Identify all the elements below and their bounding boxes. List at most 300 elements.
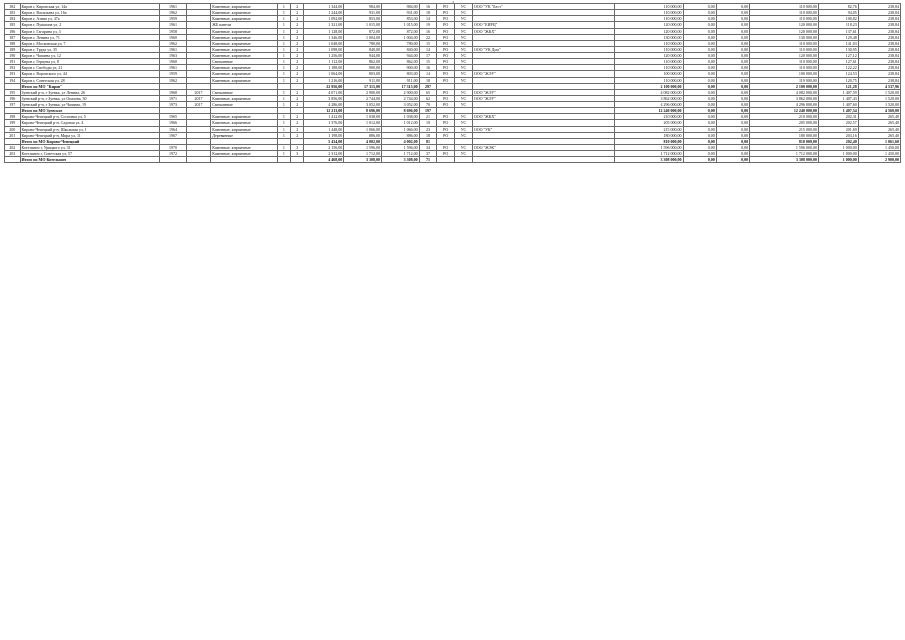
table-cell: 2 900,00: [858, 157, 900, 163]
table-cell: 4 071,00: [304, 89, 344, 95]
table-cell: 0,00: [683, 157, 716, 163]
table-cell: 130 000,00: [750, 34, 819, 40]
table-cell: 1 448,00: [304, 126, 344, 132]
table-cell: 196: [5, 95, 21, 101]
table-cell: 0,00: [716, 144, 749, 150]
table-cell: Каменные, кирпичные: [211, 144, 278, 150]
table-cell: 16: [419, 4, 437, 10]
table-cell: 110 000,00: [750, 4, 819, 10]
table-cell: 911,00: [381, 77, 419, 83]
table-cell: 205 000,00: [750, 120, 819, 126]
table-cell: Итого по МО Котельнич: [20, 157, 160, 163]
table-cell: УС: [455, 126, 473, 132]
table-cell: 0,00: [716, 46, 749, 52]
table-cell: 2017: [186, 102, 210, 108]
table-cell: УС: [455, 151, 473, 157]
table-cell: УС: [455, 114, 473, 120]
table-cell: 14: [419, 71, 437, 77]
table-cell: [211, 157, 278, 163]
table-cell: Киров г, Герцена ул, 8: [20, 59, 160, 65]
table-cell: 0,00: [683, 71, 716, 77]
table-cell: 1: [277, 132, 290, 138]
table-cell: [160, 157, 187, 163]
table-cell: 62: [419, 95, 437, 101]
table-cell: 18: [419, 77, 437, 83]
table-cell: 1: [277, 34, 290, 40]
table-cell: 1961: [160, 4, 187, 10]
table-cell: 1: [277, 28, 290, 34]
table-cell: ООО "ЕИРЦ": [472, 22, 614, 28]
table-cell: 0,00: [716, 53, 749, 59]
table-cell: УС: [455, 89, 473, 95]
table-cell: Итого по МО Зуевское: [20, 108, 160, 114]
table-cell: 120,75: [818, 77, 858, 83]
table-cell: 4 296 000,00: [750, 102, 819, 108]
table-cell: 182: [5, 4, 21, 10]
table-cell: 2 744,00: [344, 95, 382, 101]
table-cell: 110 000,00: [750, 77, 819, 83]
table-cell: 1: [277, 16, 290, 22]
table-cell: 19: [419, 120, 437, 126]
table-cell: 3: [291, 144, 304, 150]
table-cell: 110 000,00: [614, 40, 683, 46]
table-cell: 4 537,96: [858, 83, 900, 89]
table-cell: РО: [437, 59, 455, 65]
table-cell: 3 052,00: [344, 102, 382, 108]
table-cell: 0,00: [683, 46, 716, 52]
table-cell: Каменные, кирпичные: [211, 120, 278, 126]
table-cell: 100 000,00: [750, 71, 819, 77]
table-cell: 180 000,00: [750, 132, 819, 138]
table-cell: 2: [291, 126, 304, 132]
table-cell: 4 082 000,00: [750, 89, 819, 95]
table-cell: 1: [277, 10, 290, 16]
table-cell: 1: [277, 46, 290, 52]
table-cell: 1 188,00: [304, 65, 344, 71]
table-cell: 1 004,00: [344, 34, 382, 40]
table-cell: 840,00: [381, 46, 419, 52]
table-cell: Киров г, Кировская ул, 14а: [20, 4, 160, 10]
table-cell: УС: [455, 77, 473, 83]
table-cell: 0,00: [716, 77, 749, 83]
table-cell: 265,40: [858, 114, 900, 120]
table-cell: 16: [419, 65, 437, 71]
table-cell: 2 900,00: [344, 89, 382, 95]
table-cell: 180 000,00: [614, 132, 683, 138]
table-cell: 184: [5, 16, 21, 22]
table-cell: 1 012,00: [381, 120, 419, 126]
table-cell: 34: [419, 144, 437, 150]
table-cell: Киров г, Советская ул, 28: [20, 77, 160, 83]
table-cell: 15: [419, 40, 437, 46]
table-cell: 2: [291, 4, 304, 10]
table-cell: Кирово-Чепецкий р-н, Школьная ул, 1: [20, 126, 160, 132]
table-cell: 194: [5, 77, 21, 83]
table-cell: 0,00: [716, 71, 749, 77]
table-cell: 110 000,00: [614, 59, 683, 65]
table-cell: ЖБ панели: [211, 22, 278, 28]
table-cell: 12 240 000,00: [614, 108, 683, 114]
table-cell: [277, 157, 290, 163]
table-cell: 0,00: [683, 138, 716, 144]
table-cell: 5 434,00: [304, 138, 344, 144]
table-cell: 944,00: [381, 53, 419, 59]
table-cell: 0,00: [683, 53, 716, 59]
table-cell: Киров г, Гагарина ул, 3: [20, 28, 160, 34]
table-cell: 2017: [186, 95, 210, 101]
table-cell: УС: [455, 120, 473, 126]
table-cell: Каменные, кирпичные: [211, 10, 278, 16]
table-cell: 1 376,00: [304, 120, 344, 126]
table-cell: РО: [437, 151, 455, 157]
table-cell: 4 002,00: [344, 138, 382, 144]
table-cell: 2: [291, 22, 304, 28]
table-cell: 0,00: [716, 89, 749, 95]
table-cell: 1972: [160, 151, 187, 157]
table-cell: 1 596,00: [381, 144, 419, 150]
table-cell: Каменные, кирпичные: [211, 46, 278, 52]
table-cell: РО: [437, 10, 455, 16]
table-cell: 0,00: [716, 22, 749, 28]
table-cell: 2: [291, 114, 304, 120]
table-cell: 2: [291, 40, 304, 46]
table-cell: УС: [455, 95, 473, 101]
table-cell: 100 000,00: [614, 71, 683, 77]
table-cell: 1 066,00: [381, 126, 419, 132]
table-cell: 872,00: [381, 28, 419, 34]
table-cell: 4 468,00: [304, 157, 344, 163]
table-cell: 0,00: [716, 65, 749, 71]
table-cell: 0,00: [683, 4, 716, 10]
table-cell: 127,61: [818, 59, 858, 65]
table-cell: 197: [419, 108, 437, 114]
table-cell: 1 596,00: [344, 144, 382, 150]
table-cell: 1 038,00: [381, 114, 419, 120]
table-cell: 1: [277, 144, 290, 150]
table-cell: 1 061,60: [858, 138, 900, 144]
table-cell: 2: [291, 34, 304, 40]
table-cell: 1962: [160, 77, 187, 83]
total-row: [5, 157, 901, 163]
table-cell: Смешанные: [211, 89, 278, 95]
table-cell: 1962: [160, 10, 187, 16]
table-cell: 862,00: [344, 59, 382, 65]
table-cell: 205 000,00: [614, 120, 683, 126]
table-cell: 2: [291, 102, 304, 108]
table-cell: 1 407,60: [818, 102, 858, 108]
table-cell: 21: [419, 114, 437, 120]
table-cell: Киров г, Воровского ул, 44: [20, 71, 160, 77]
table-cell: 780,00: [344, 40, 382, 46]
table-cell: Киров г, Азина ул, 47а: [20, 16, 160, 22]
table-cell: 0,00: [683, 120, 716, 126]
table-cell: РО: [437, 120, 455, 126]
table-cell: УС: [455, 16, 473, 22]
table-cell: 12 240 000,00: [750, 108, 819, 114]
table-cell: 2: [291, 16, 304, 22]
table-cell: 984,00: [381, 4, 419, 10]
table-cell: 1: [277, 59, 290, 65]
table-cell: 203,16: [818, 132, 858, 138]
table-cell: 0,00: [683, 144, 716, 150]
table-cell: 1966: [160, 120, 187, 126]
table-cell: 110 000,00: [750, 40, 819, 46]
table-cell: 186: [5, 28, 21, 34]
table-cell: 1 344,00: [304, 4, 344, 10]
table-cell: 110 000,00: [750, 16, 819, 22]
table-cell: 1 216,00: [304, 77, 344, 83]
table-cell: 110 000,00: [614, 10, 683, 16]
table-cell: 137,61: [818, 28, 858, 34]
table-cell: 22 956,00: [304, 83, 344, 89]
table-cell: 3 308,00: [381, 157, 419, 163]
table-cell: 886,00: [381, 132, 419, 138]
table-cell: 238,84: [858, 53, 900, 59]
table-cell: 1 098,00: [304, 46, 344, 52]
table-cell: 2: [291, 77, 304, 83]
table-cell: УС: [455, 132, 473, 138]
table-cell: 2: [291, 28, 304, 34]
table-cell: 1 038,00: [344, 114, 382, 120]
table-cell: 129,48: [818, 34, 858, 40]
table-cell: РО: [437, 65, 455, 71]
table-cell: УС: [455, 46, 473, 52]
table-cell: 0,00: [683, 95, 716, 101]
table-cell: 110 000,00: [614, 46, 683, 52]
table-cell: 188: [5, 40, 21, 46]
table-cell: Кирово-Чепецкий р-н, Мира ул, 11: [20, 132, 160, 138]
table-cell: 0,00: [716, 16, 749, 22]
table-cell: 238,84: [858, 16, 900, 22]
table-cell: 1: [277, 95, 290, 101]
table-cell: 238,84: [858, 40, 900, 46]
table-cell: 2: [291, 71, 304, 77]
table-cell: 931,00: [381, 10, 419, 16]
table-cell: 0,00: [683, 89, 716, 95]
table-cell: 124,53: [818, 71, 858, 77]
table-cell: 4 560,00: [858, 108, 900, 114]
table-cell: 1: [277, 77, 290, 83]
table-cell: 190: [5, 53, 21, 59]
page-marker: 2: [452, 0, 455, 5]
table-cell: Итого по МО Кирово-Чепецкий: [20, 138, 160, 144]
table-cell: 110 000,00: [614, 16, 683, 22]
table-cell: Каменные, кирпичные: [211, 126, 278, 132]
table-cell: 1 712,00: [381, 151, 419, 157]
table-cell: 840,00: [344, 46, 382, 52]
table-cell: Каменные, кирпичные: [211, 95, 278, 101]
table-cell: ООО "УК Дом": [472, 46, 614, 52]
table-cell: УС: [455, 102, 473, 108]
table-cell: 2: [291, 46, 304, 52]
table-cell: 81: [419, 138, 437, 144]
table-cell: 120 000,00: [750, 53, 819, 59]
table-cell: 0,00: [683, 77, 716, 83]
table-cell: РО: [437, 4, 455, 10]
table-cell: 1: [277, 126, 290, 132]
table-cell: 0,00: [683, 40, 716, 46]
table-cell: Итого по МО "Киров": [20, 83, 160, 89]
table-cell: 0,00: [716, 102, 749, 108]
table-cell: ООО "ЖКХ": [472, 114, 614, 120]
table-cell: 1 198,00: [304, 132, 344, 138]
table-cell: ООО "ЖЭУ": [472, 89, 614, 95]
table-cell: 15: [419, 59, 437, 65]
table-cell: 265,40: [858, 120, 900, 126]
table-cell: 1 128,00: [304, 28, 344, 34]
table-cell: 803,00: [381, 71, 419, 77]
table-cell: 862,00: [381, 59, 419, 65]
table-cell: 1: [277, 4, 290, 10]
table-cell: 1: [277, 114, 290, 120]
table-cell: 1: [277, 120, 290, 126]
table-cell: 1961: [160, 22, 187, 28]
table-cell: 2: [291, 120, 304, 126]
table-cell: 238,84: [858, 77, 900, 83]
table-cell: 0,00: [716, 95, 749, 101]
table-cell: Киров г, Ленина ул, 71: [20, 34, 160, 40]
table-cell: 238,84: [858, 4, 900, 10]
table-cell: 185: [5, 22, 21, 28]
table-cell: 0,00: [716, 151, 749, 157]
table-cell: 810 000,00: [750, 138, 819, 144]
table-cell: 199: [5, 120, 21, 126]
table-cell: 1 004,00: [381, 34, 419, 40]
table-cell: 238,84: [858, 28, 900, 34]
table-cell: Киров г, Пушкина ул, 2: [20, 22, 160, 28]
table-cell: 1958: [160, 28, 187, 34]
table-cell: 120 000,00: [750, 22, 819, 28]
table-cell: 810 000,00: [614, 138, 683, 144]
table-cell: 1964: [160, 126, 187, 132]
table-cell: 0,00: [683, 22, 716, 28]
table-cell: 297: [419, 83, 437, 89]
table-cell: 94,05: [818, 10, 858, 16]
table-cell: 1 000,00: [818, 157, 858, 163]
table-cell: 110 000,00: [750, 46, 819, 52]
table-cell: РО: [437, 28, 455, 34]
table-cell: 265,40: [858, 132, 900, 138]
table-cell: 4 082 000,00: [614, 89, 683, 95]
table-cell: 1960: [160, 59, 187, 65]
table-cell: 1967: [160, 132, 187, 138]
table-cell: Котельнич г, Советская ул, 57: [20, 151, 160, 157]
table-cell: 37: [419, 151, 437, 157]
table-cell: Каменные, кирпичные: [211, 151, 278, 157]
table-cell: 110 000,00: [750, 10, 819, 16]
table-cell: 3 308 000,00: [750, 157, 819, 163]
table-cell: 2 312,00: [304, 151, 344, 157]
table-cell: 1 092,00: [304, 16, 344, 22]
table-cell: 120 000,00: [614, 28, 683, 34]
table-cell: 202,57: [818, 120, 858, 126]
table-cell: 1 712,00: [344, 151, 382, 157]
table-cell: 0,00: [716, 40, 749, 46]
table-cell: 1 048,00: [304, 40, 344, 46]
table-cell: 0,00: [683, 34, 716, 40]
table-cell: 1 407,43: [818, 95, 858, 101]
table-cell: 4 002,00: [381, 138, 419, 144]
table-cell: [186, 157, 210, 163]
table-cell: 201,69: [818, 126, 858, 132]
table-cell: 0,00: [683, 59, 716, 65]
table-cell: 3 862 000,00: [750, 95, 819, 101]
table-cell: 120 000,00: [614, 22, 683, 28]
table-cell: 1 450,00: [858, 151, 900, 157]
table-cell: Каменные, кирпичные: [211, 77, 278, 83]
table-cell: УС: [455, 28, 473, 34]
table-cell: 1 407,59: [818, 89, 858, 95]
table-cell: Каменные, кирпичные: [211, 114, 278, 120]
table-cell: 0,00: [716, 108, 749, 114]
table-cell: 2 744,00: [381, 95, 419, 101]
table-cell: Киров г, Московская ул, 7: [20, 40, 160, 46]
table-cell: 19: [419, 22, 437, 28]
table-cell: 238,84: [858, 65, 900, 71]
table-cell: 0,00: [716, 120, 749, 126]
table-cell: РО: [437, 144, 455, 150]
table-cell: 110 000,00: [614, 65, 683, 71]
table-cell: 70: [419, 102, 437, 108]
table-cell: 1 596 000,00: [750, 144, 819, 150]
table-cell: 1 012,00: [344, 120, 382, 126]
table-cell: 130,95: [818, 46, 858, 52]
table-cell: УС: [455, 144, 473, 150]
table-cell: 803,00: [344, 71, 382, 77]
table-cell: УС: [455, 40, 473, 46]
table-cell: 872,00: [344, 28, 382, 34]
table-cell: 198: [5, 114, 21, 120]
table-cell: УС: [455, 65, 473, 71]
table-cell: 1 712 000,00: [614, 151, 683, 157]
table-body: [5, 4, 901, 163]
table-cell: 0,00: [716, 138, 749, 144]
table-cell: Деревянные: [211, 132, 278, 138]
table-cell: [437, 157, 455, 163]
table-cell: РО: [437, 126, 455, 132]
table-cell: 18: [419, 132, 437, 138]
table-cell: 1 244,00: [304, 10, 344, 16]
table-cell: 0,00: [716, 4, 749, 10]
table-cell: 3: [291, 151, 304, 157]
table-cell: 1 520,00: [858, 89, 900, 95]
table-cell: 110 000,00: [614, 4, 683, 10]
table-cell: 0,00: [716, 59, 749, 65]
table-cell: 0,00: [683, 102, 716, 108]
table-cell: 0,00: [716, 114, 749, 120]
table-cell: 122,22: [818, 65, 858, 71]
table-cell: Каменные, кирпичные: [211, 16, 278, 22]
table-cell: 141,03: [818, 40, 858, 46]
table-cell: 2017: [186, 89, 210, 95]
table-cell: 0,00: [716, 83, 749, 89]
table-cell: 1959: [160, 71, 187, 77]
table-cell: 1 064,00: [304, 71, 344, 77]
table-cell: 0,00: [716, 34, 749, 40]
table-cell: РО: [437, 71, 455, 77]
table-cell: 203: [5, 151, 21, 157]
table-cell: 17: [419, 53, 437, 59]
table-cell: 100,82: [818, 16, 858, 22]
table-cell: Кирово-Чепецкий р-н, Садовая ул, 4: [20, 120, 160, 126]
table-cell: 23: [419, 126, 437, 132]
table-cell: 1973: [160, 102, 187, 108]
table-cell: 202: [5, 144, 21, 150]
table-cell: 238,84: [858, 46, 900, 52]
table-cell: РО: [437, 34, 455, 40]
table-cell: 1960: [160, 34, 187, 40]
table-cell: 0,00: [716, 132, 749, 138]
